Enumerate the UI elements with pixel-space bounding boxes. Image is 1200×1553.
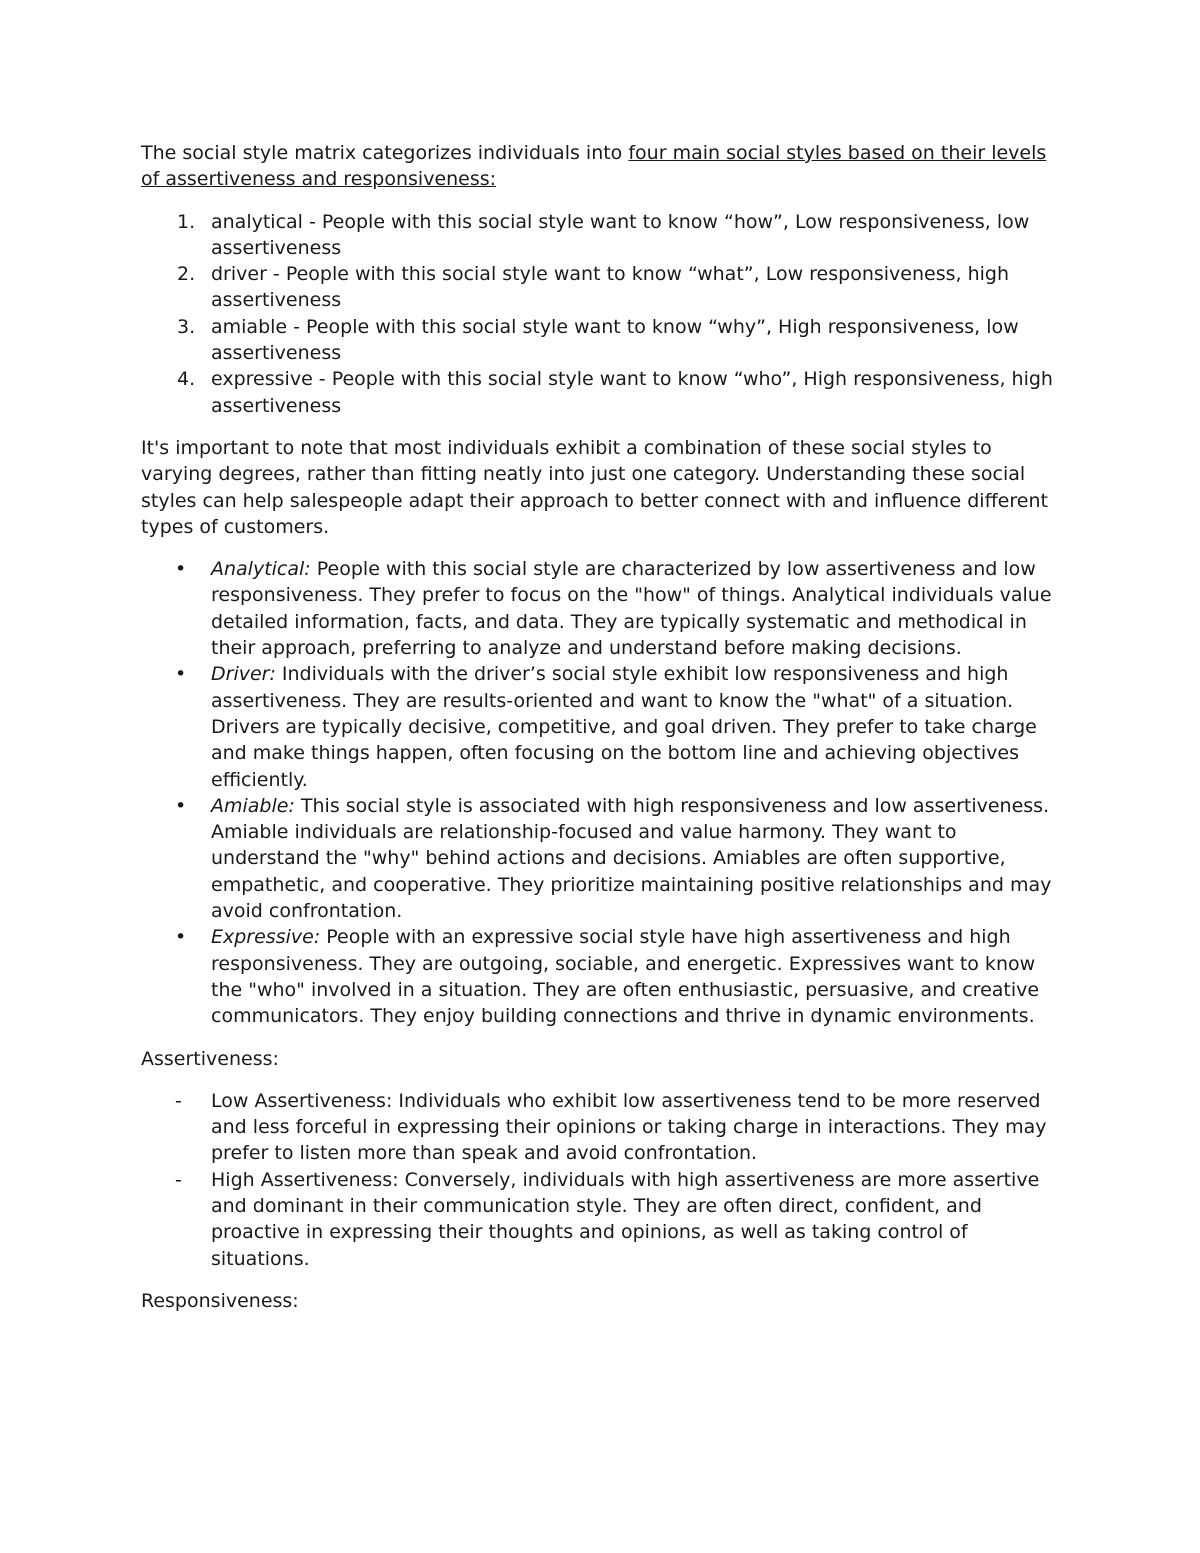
list-item-text: analytical - People with this social style want to know “how”, Low responsiveness, low assertiveness: [211, 210, 1030, 259]
style-description: People with an expressive social style have high assertiveness and high responsiveness. They are outgoing, sociable, and energetic. Expressives want to know the "who" involved in a situation. They are often enthusiastic, persuasive, and creative communicators. They enjoy building connections and thrive in dynamic environments.: [211, 926, 1040, 1028]
list-item: [141, 1167, 1061, 1272]
social-styles-bullet-list: [141, 556, 1061, 1029]
list-item: [141, 556, 1061, 661]
style-term: Driver:: [211, 663, 276, 686]
style-description: This social style is associated with high responsiveness and low assertiveness. Amiable individuals are relationship-focused and value harmony. They want to understand the "why" behind actions and decisions. Amiables are often supportive, empathetic, and cooperative. They prioritize maintaining positive relationships and may avoid confrontation.: [211, 794, 1052, 923]
list-item: [141, 314, 1061, 367]
list-item: [141, 924, 1061, 1029]
style-term: Amiable:: [211, 794, 295, 817]
bullet-icon: •: [175, 663, 187, 686]
intro-text: The social style matrix categorizes individuals into: [141, 142, 629, 164]
bullet-icon: •: [175, 794, 187, 817]
assertiveness-heading: Assertiveness:: [141, 1047, 279, 1070]
dash-marker: -: [175, 1168, 182, 1191]
list-item: [141, 793, 1061, 924]
bullet-icon: •: [175, 926, 187, 949]
style-term: Analytical:: [211, 558, 311, 581]
list-number: 3.: [177, 315, 196, 338]
intro-paragraph: [141, 140, 1061, 193]
list-item-text: driver - People with this social style want to know “what”, Low responsiveness, high assertiveness: [211, 263, 1010, 312]
style-term: Expressive:: [211, 926, 321, 949]
list-item: [141, 261, 1061, 314]
intro-underlined-text: four main social styles based on their levels of assertiveness and responsiveness:: [141, 142, 1047, 191]
list-item-text: amiable - People with this social style want to know “why”, High responsiveness, low assertiveness: [211, 315, 1019, 365]
list-number: 4.: [177, 368, 196, 391]
responsiveness-heading: Responsiveness:: [141, 1289, 299, 1312]
list-item-text: High Assertiveness: Conversely, individuals with high assertiveness are more assertive and dominant in their communication style. They are often direct, confident, and proactive in expressing their thoughts and opinions, as well as taking control of situations.: [211, 1168, 1040, 1270]
list-item: [141, 209, 1061, 262]
document-page: [141, 140, 1061, 1330]
list-number: 2.: [177, 263, 196, 286]
style-description: Individuals with the driver’s social style exhibit low responsiveness and high assertiveness. They are results-oriented and want to know the "what" of a situation. Drivers are typically decisive, competitive, and goal driven. They prefer to take charge and make things happen, often focusing on the bottom line and achieving objectives efficiently.: [211, 663, 1037, 791]
list-item: [141, 661, 1061, 792]
style-description: People with this social style are characterized by low assertiveness and low responsiveness. They prefer to focus on the "how" of things. Analytical individuals value detailed information, facts, and data. They are typically systematic and methodical in their approach, preferring to analyze and understand before making decisions.: [211, 558, 1052, 660]
list-number: 1.: [177, 210, 196, 233]
bullet-icon: •: [175, 558, 187, 581]
dash-marker: -: [175, 1089, 182, 1112]
assertiveness-list: [141, 1088, 1061, 1272]
list-item: [141, 366, 1061, 419]
list-item-text: expressive - People with this social style want to know “who”, High responsiveness, high assertiveness: [211, 368, 1053, 417]
combination-paragraph: It's important to note that most individuals exhibit a combination of these social styles to varying degrees, rather than fitting neatly into just one category. Understanding these social styles can help salespeople adapt their approach to better connect with and influence different types of customers.: [141, 436, 1048, 538]
list-item: [141, 1088, 1061, 1167]
list-item-text: Low Assertiveness: Individuals who exhibit low assertiveness tend to be more reserved and less forceful in expressing their opinions or taking charge in interactions. They may prefer to listen more than speak and avoid confrontation.: [211, 1089, 1047, 1165]
social-styles-numbered-list: [141, 209, 1061, 419]
